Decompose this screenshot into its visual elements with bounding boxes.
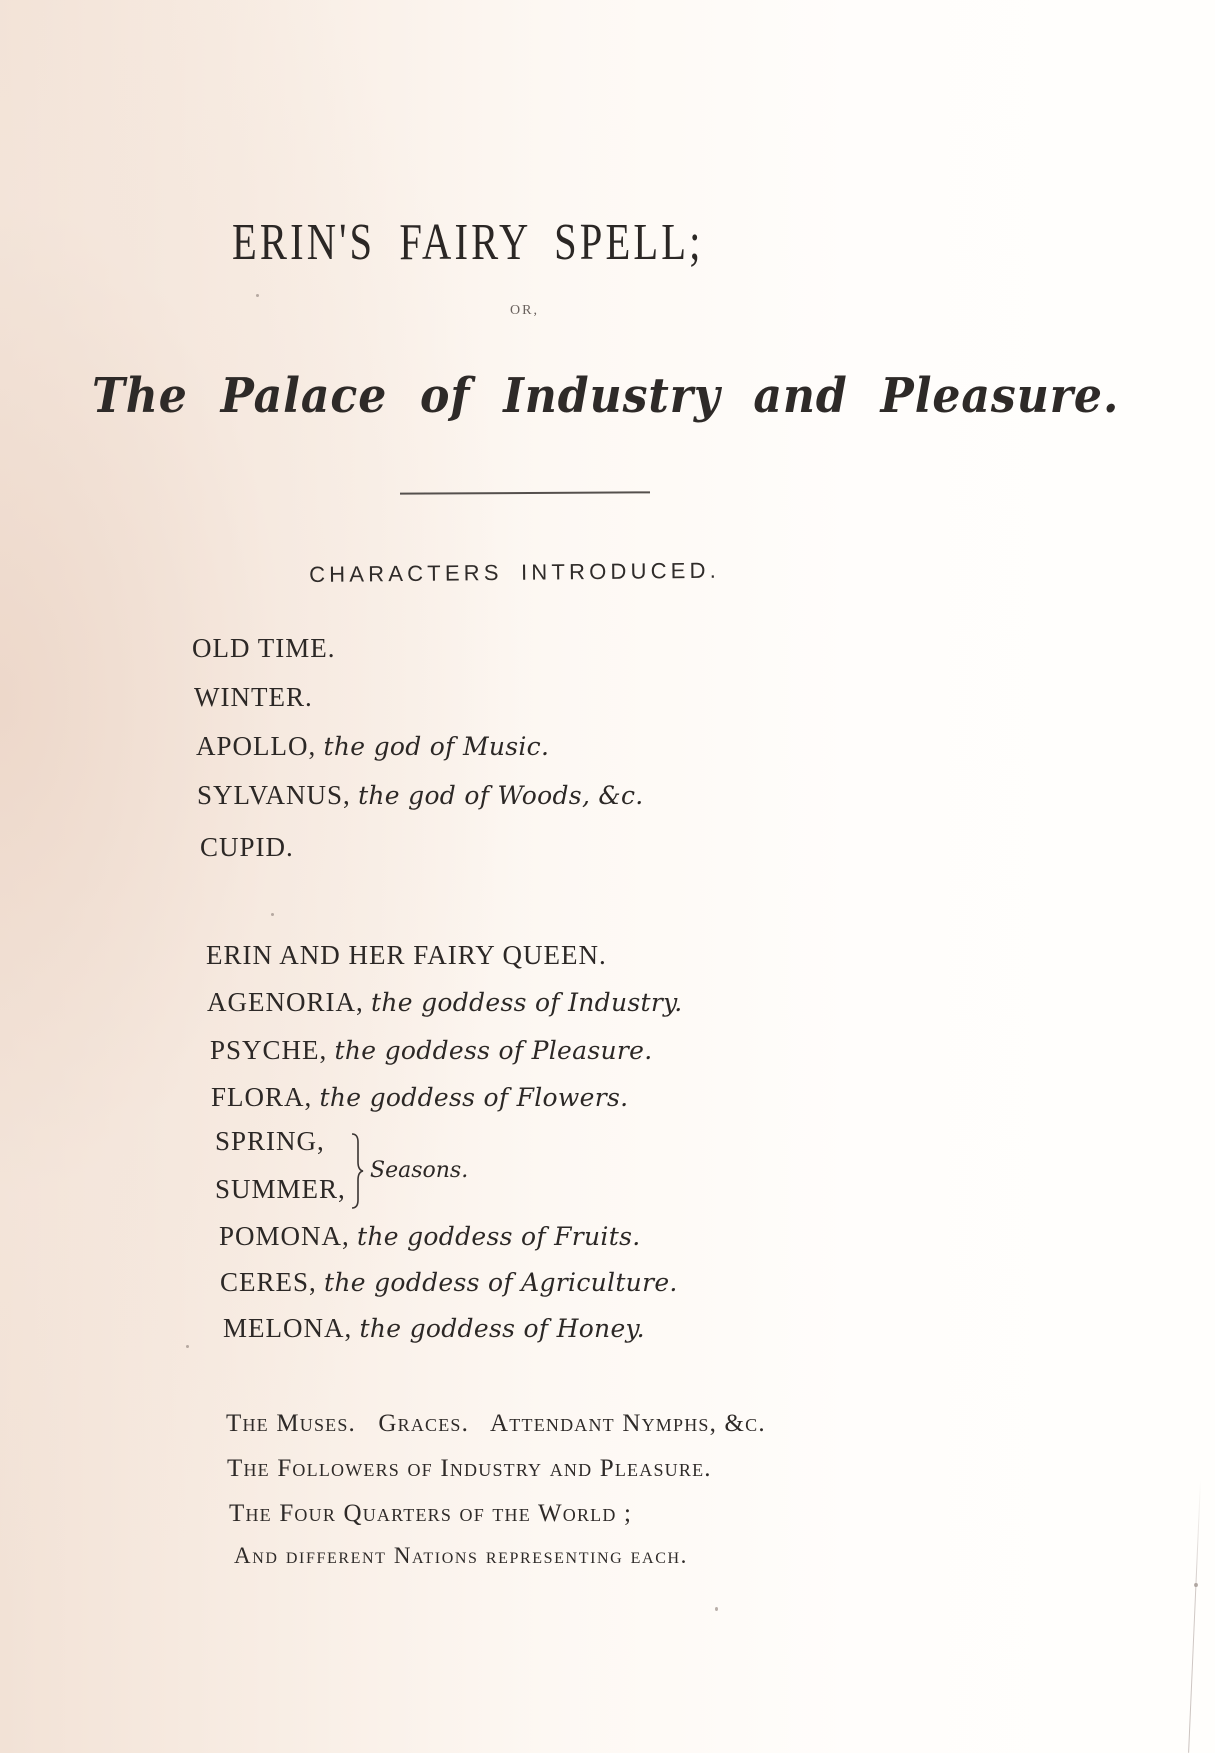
character-entry bbox=[197, 780, 644, 811]
character-name: POMONA, bbox=[219, 1221, 350, 1251]
character-name: FLORA, bbox=[211, 1082, 313, 1112]
ensemble-line: The Four Quarters of the World ; bbox=[229, 1500, 633, 1527]
character-entry bbox=[192, 633, 336, 664]
character-entry bbox=[196, 731, 549, 762]
character-description: the goddess of Honey. bbox=[359, 1314, 645, 1343]
page-subtitle: The Palace of Industry and Pleasure. bbox=[92, 368, 1120, 424]
character-description: the goddess of Pleasure. bbox=[334, 1036, 653, 1065]
ensemble-line: The Followers of Industry and Pleasure. bbox=[227, 1455, 712, 1482]
character-description: the goddess of Fruits. bbox=[357, 1222, 641, 1251]
character-description: the goddess of Agriculture. bbox=[324, 1268, 678, 1297]
character-name: MELONA, bbox=[223, 1313, 353, 1343]
paper-speck bbox=[715, 1607, 718, 1611]
paper-speck bbox=[256, 294, 259, 297]
character-entry bbox=[200, 832, 294, 863]
character-name: CERES, bbox=[220, 1267, 317, 1297]
character-name: OLD TIME. bbox=[192, 633, 336, 663]
character-entry bbox=[207, 987, 682, 1018]
character-name: SYLVANUS, bbox=[197, 780, 351, 810]
title-divider bbox=[400, 491, 650, 494]
paper-speck bbox=[1194, 1583, 1198, 1587]
character-entry bbox=[219, 1221, 640, 1252]
ensemble-line: And different Nations representing each. bbox=[234, 1543, 688, 1568]
page-title: ERIN'S FAIRY SPELL; bbox=[232, 213, 704, 271]
section-heading: CHARACTERS INTRODUCED. bbox=[309, 557, 721, 587]
character-entry bbox=[211, 1082, 628, 1113]
page-edge-shadow bbox=[1188, 1480, 1201, 1753]
character-description: the goddess of Flowers. bbox=[319, 1083, 629, 1112]
character-name: AGENORIA, bbox=[207, 987, 364, 1017]
ensemble-line: The Muses. Graces. Attendant Nymphs, &c. bbox=[226, 1410, 766, 1437]
paper-speck bbox=[186, 1345, 189, 1348]
character-name: CUPID. bbox=[200, 832, 294, 862]
character-name: SUMMER, bbox=[215, 1174, 346, 1204]
character-entry bbox=[206, 940, 607, 971]
character-description: the goddess of Industry. bbox=[371, 988, 683, 1017]
title-conjunction: OR, bbox=[510, 303, 539, 318]
paper-speck bbox=[271, 913, 274, 916]
character-name: PSYCHE, bbox=[210, 1035, 328, 1065]
seasons-label: Seasons. bbox=[370, 1158, 469, 1183]
character-name: ERIN AND HER FAIRY QUEEN. bbox=[206, 940, 607, 970]
right-brace-icon bbox=[350, 1132, 364, 1210]
character-description: the god of Music. bbox=[323, 732, 550, 761]
character-name: APOLLO, bbox=[196, 731, 317, 761]
character-description: the god of Woods, &c. bbox=[358, 781, 644, 810]
character-entry bbox=[223, 1313, 645, 1344]
character-entry bbox=[220, 1267, 678, 1298]
character-entry bbox=[210, 1035, 652, 1066]
character-name: WINTER. bbox=[194, 682, 313, 712]
character-name: SPRING, bbox=[215, 1126, 325, 1156]
character-entry bbox=[194, 682, 313, 713]
seasons-group bbox=[215, 1126, 475, 1226]
